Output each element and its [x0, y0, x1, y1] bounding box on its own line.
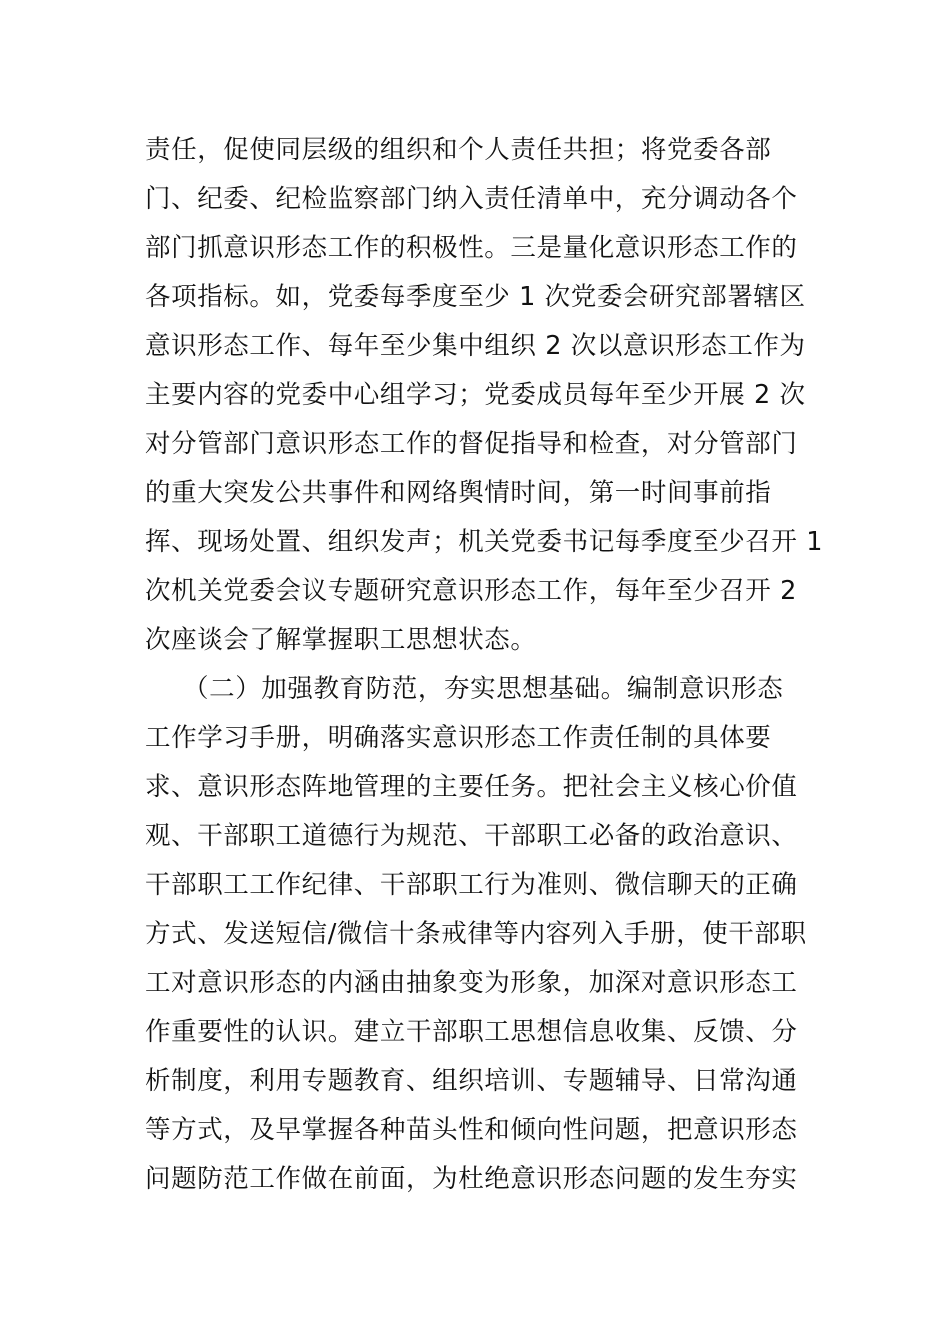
text-line: 责任，促使同层级的组织和个人责任共担；将党委各部 — [145, 135, 772, 165]
text-line: 门、纪委、纪检监察部门纳入责任清单中，充分调动各个 — [145, 184, 798, 214]
text-line: 挥、现场处置、组织发声；机关党委书记每季度至少召开 1 — [145, 527, 824, 557]
text-line: 工对意识形态的内涵由抽象变为形象，加深对意识形态工 — [145, 968, 798, 998]
text-line: 作重要性的认识。建立干部职工思想信息收集、反馈、分 — [145, 1017, 798, 1047]
text-line: 方式、发送短信/微信十条戒律等内容列入手册，使干部职 — [145, 919, 807, 949]
text-line: 次座谈会了解掌握职工思想状态。 — [145, 625, 537, 655]
text-line: 工作学习手册，明确落实意识形态工作责任制的具体要 — [145, 723, 772, 753]
text-line: 的重大突发公共事件和网络舆情时间，第一时间事前指 — [145, 478, 772, 508]
text-line: 干部职工工作纪律、干部职工行为准则、微信聊天的正确 — [145, 870, 798, 900]
text-line: 部门抓意识形态工作的积极性。三是量化意识形态工作的 — [145, 233, 798, 263]
text-line: 意识形态工作、每年至少集中组织 2 次以意识形态工作为 — [145, 331, 806, 361]
text-line: 问题防范工作做在前面，为杜绝意识形态问题的发生夯实 — [145, 1164, 798, 1194]
text-line: 对分管部门意识形态工作的督促指导和检查，对分管部门 — [145, 429, 798, 459]
text-line: 等方式，及早掌握各种苗头性和倾向性问题，把意识形态 — [145, 1115, 798, 1145]
text-line: 次机关党委会议专题研究意识形态工作，每年至少召开 2 — [145, 576, 797, 606]
text-line: 求、意识形态阵地管理的主要任务。把社会主义核心价值 — [145, 772, 798, 802]
text-line: 析制度，利用专题教育、组织培训、专题辅导、日常沟通 — [145, 1066, 798, 1096]
text-line: 观、干部职工道德行为规范、干部职工必备的政治意识、 — [145, 821, 798, 851]
text-line: 主要内容的党委中心组学习；党委成员每年至少开展 2 次 — [145, 380, 806, 410]
text-line: 各项指标。如，党委每季度至少 1 次党委会研究部署辖区 — [145, 282, 806, 312]
section-heading-line: （二）加强教育防范，夯实思想基础。编制意识形态 — [183, 674, 784, 704]
